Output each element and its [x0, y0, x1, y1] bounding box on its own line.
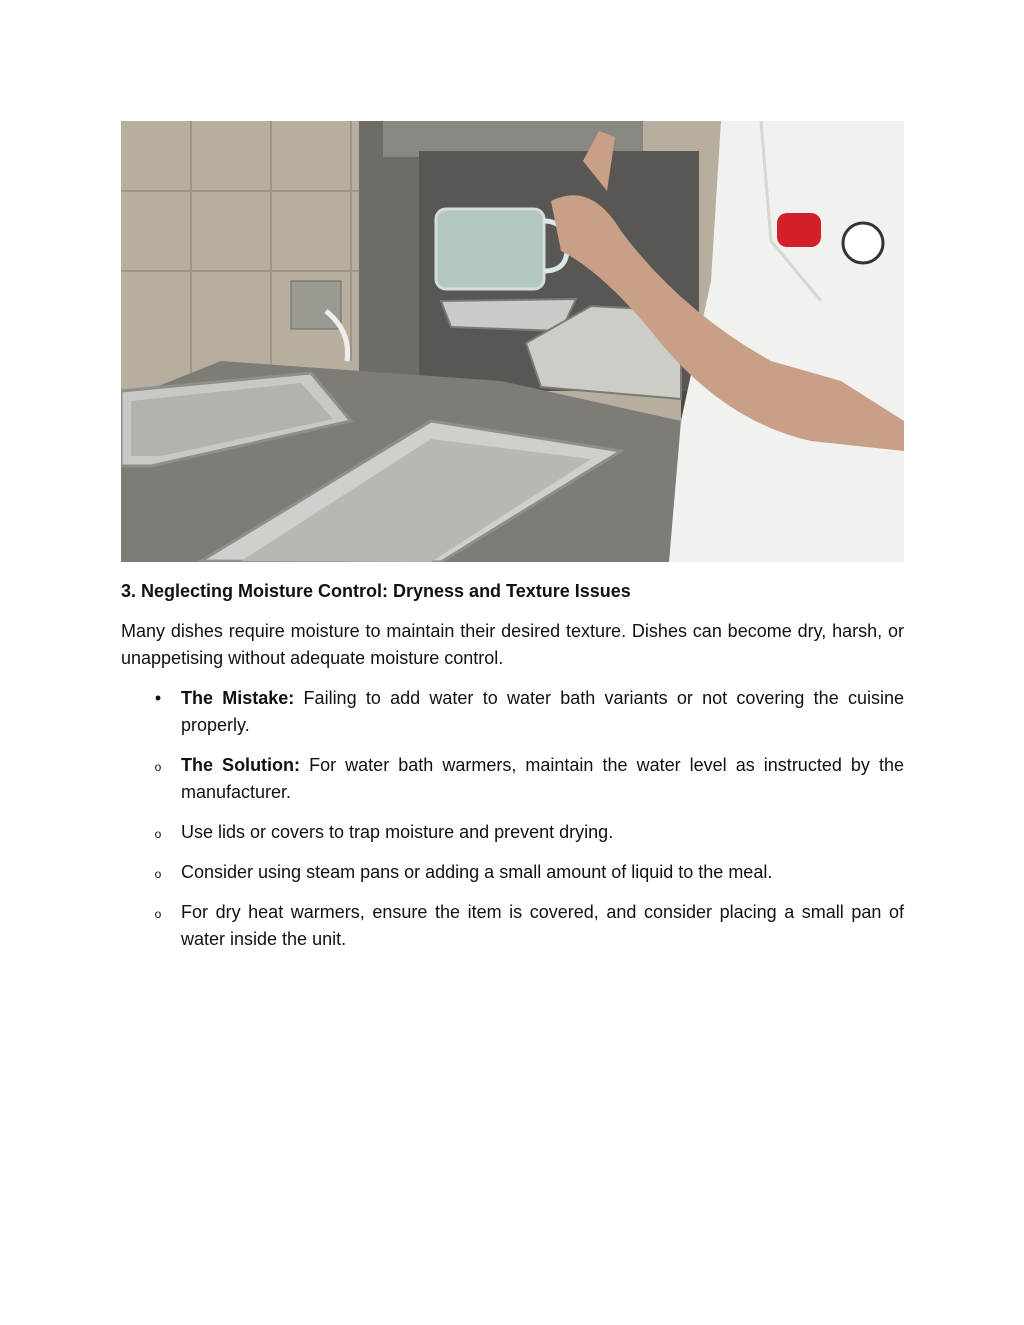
list-item-text	[181, 685, 904, 739]
bullet-filled-icon: •	[154, 688, 162, 708]
list-item-label: The Solution:	[181, 755, 301, 775]
list-item-label: The Mistake:	[181, 688, 295, 708]
list-item-body: Consider using steam pans or adding a small amount of liquid to the meal.	[181, 862, 773, 882]
bullet-hollow-icon: o	[154, 907, 162, 921]
bullet-hollow-icon: o	[154, 760, 162, 774]
kitchen-photo-illustration	[121, 121, 904, 562]
bullet-hollow-icon: o	[154, 867, 162, 881]
list-item-body: For water bath warmers, maintain the water level as instructed by the manufacturer.	[181, 755, 904, 802]
intro-paragraph: Many dishes require moisture to maintain their desired texture. Dishes can become dry, harsh, or unappetising without adequate moisture control.	[121, 621, 904, 668]
section-heading: 3. Neglecting Moisture Control: Dryness and Texture Issues	[121, 581, 631, 601]
list-item-body: Failing to add water to water bath variants or not covering the cuisine properly.	[181, 688, 904, 735]
list-item-text	[181, 752, 904, 806]
bullet-hollow-icon: o	[154, 827, 162, 841]
kitchen-photo	[121, 121, 904, 562]
list-item-body: For dry heat warmers, ensure the item is covered, and consider placing a small pan of water inside the unit.	[181, 902, 904, 949]
list-item-body: Use lids or covers to trap moisture and prevent drying.	[181, 822, 614, 842]
